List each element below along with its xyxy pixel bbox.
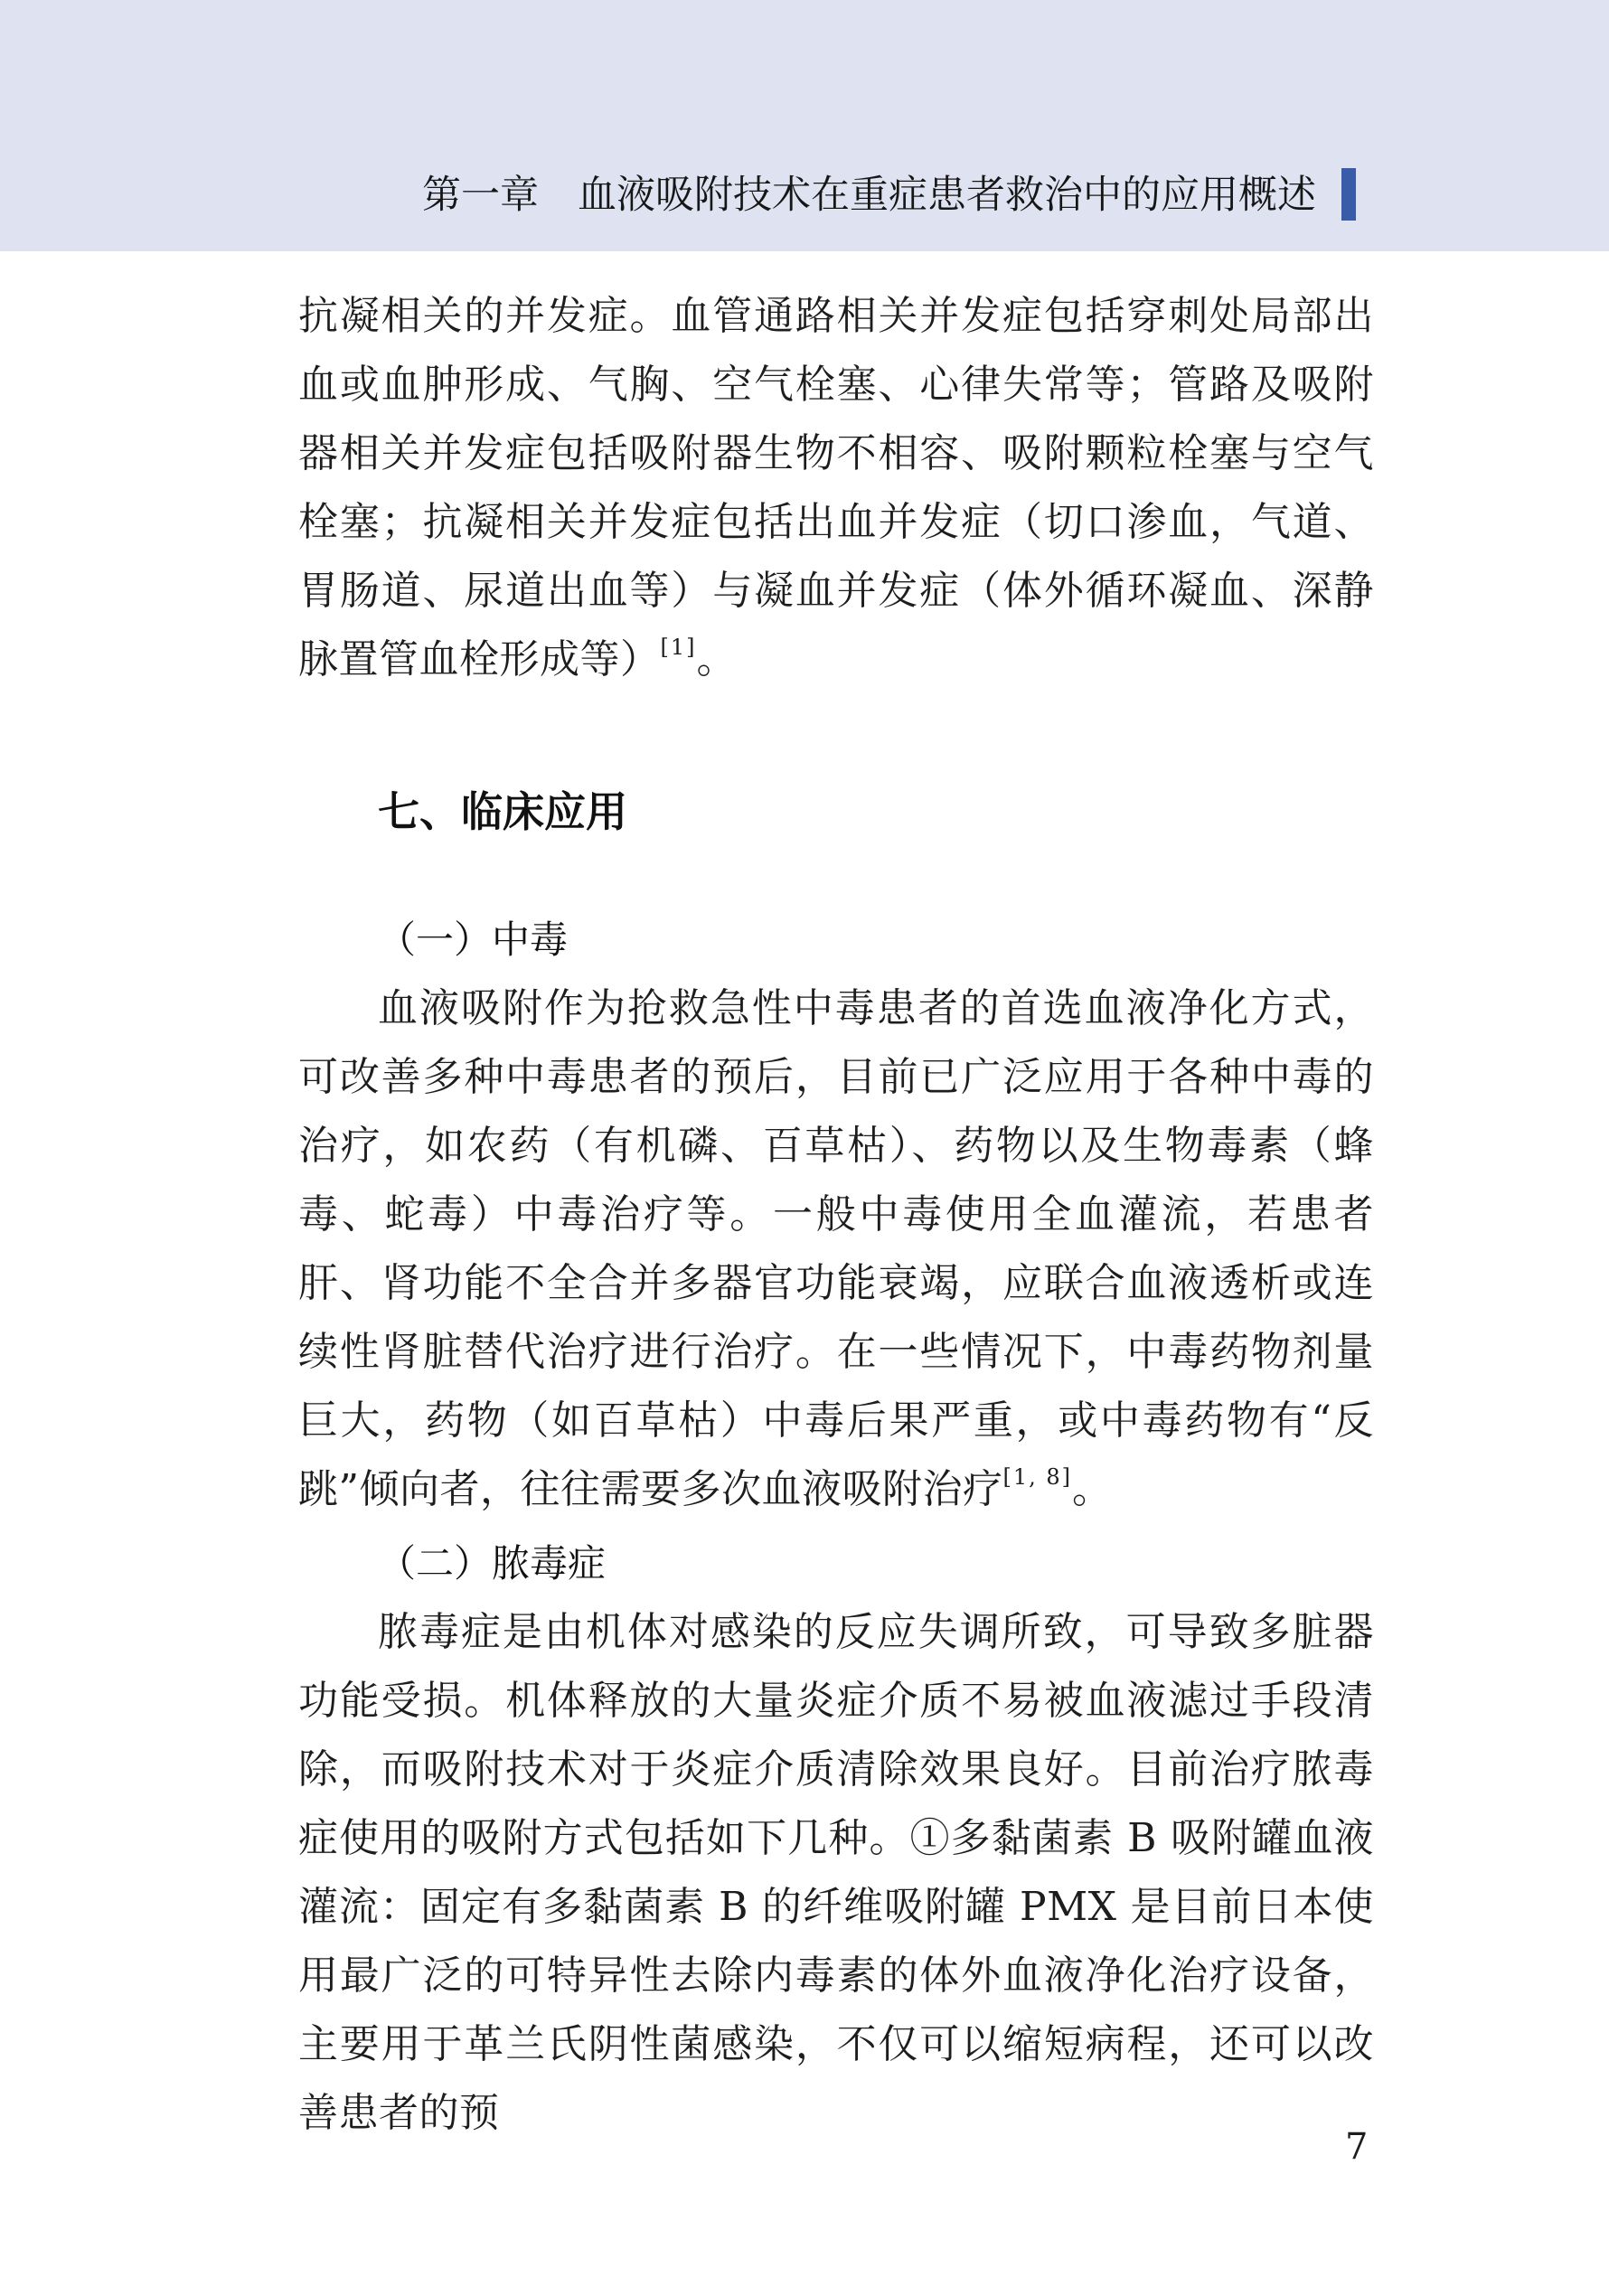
page-body: [298, 282, 1374, 2148]
intro-paragraph-text: 抗凝相关的并发症。血管通路相关并发症包括穿刺处局部出血或血肿形成、气胸、空气栓塞、心律失常等；管路及吸附器相关并发症包括吸附器生物不相容、吸附颗粒栓塞与空气栓塞；抗凝相关并发症包括出血并发症（切口渗血，气道、胃肠道、尿道出血等）与凝血并发症（体外循环凝血、深静脉置管血栓形成等）: [298, 293, 1374, 682]
subsection-heading-poisoning: （一）中毒: [378, 917, 569, 962]
intro-paragraph: [298, 282, 1374, 700]
section-heading: 七、临床应用: [378, 787, 627, 836]
poisoning-paragraph: [298, 974, 1374, 1529]
intro-paragraph-end: 。: [696, 636, 737, 682]
chapter-marker: [1341, 168, 1356, 221]
citation-ref: [1, 8]: [1002, 1464, 1073, 1490]
poisoning-paragraph-text: 血液吸附作为抢救急性中毒患者的首选血液净化方式，可改善多种中毒患者的预后，目前已广泛应用于各种中毒的治疗，如农药（有机磷、百草枯）、药物以及生物毒素（蜂毒、蛇毒）中毒治疗等。一般中毒使用全血灌流，若患者肝、肾功能不全合并多器官功能衰竭，应联合血液透析或连续性肾脏替代治疗进行治疗。在一些情况下，中毒药物剂量巨大，药物（如百草枯）中毒后果严重，或中毒药物有“反跳”倾向者，往往需要多次血液吸附治疗: [298, 985, 1374, 1512]
poisoning-paragraph-end: 。: [1072, 1466, 1113, 1512]
subsection-heading-sepsis: （二）脓毒症: [378, 1541, 607, 1586]
page-number: 7: [1345, 2126, 1369, 2168]
citation-ref: [1]: [660, 635, 697, 660]
sepsis-paragraph: 脓毒症是由机体对感染的反应失调所致，可导致多脏器功能受损。机体释放的大量炎症介质不易被血液滤过手段清除，而吸附技术对于炎症介质清除效果良好。目前治疗脓毒症使用的吸附方式包括如下几种。①多黏菌素 B 吸附罐血液灌流：固定有多黏菌素 B 的纤维吸附罐 PMX 是目前日本使用最广泛的可特异性去除内毒素的体外血液净化治疗设备，主要用于革兰氏阴性菌感染，不仅可以缩短病程，还可以改善患者的预: [298, 1609, 1374, 2136]
chapter-title: 第一章 血液吸附技术在重症患者救治中的应用概述: [422, 173, 1316, 218]
